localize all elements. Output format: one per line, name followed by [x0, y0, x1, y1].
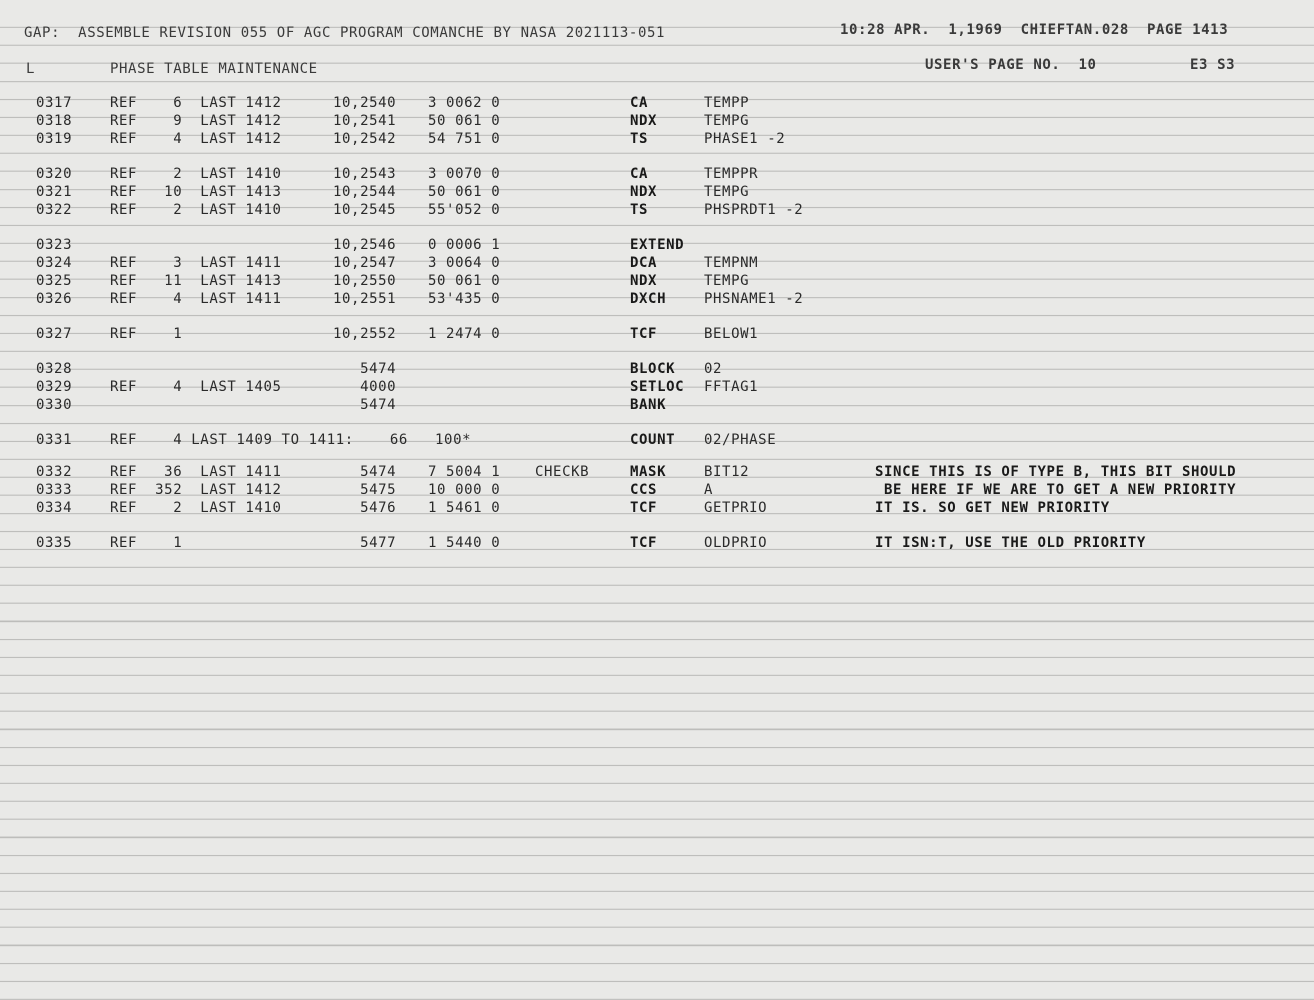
- line-number: 0326: [36, 291, 73, 307]
- operand: BIT12: [704, 464, 750, 480]
- opcode: CA: [630, 95, 649, 111]
- address: 5475: [333, 482, 397, 498]
- opcode: TS: [630, 131, 649, 147]
- address: 10,2544: [333, 184, 397, 200]
- line-number: 0324: [36, 255, 73, 271]
- ref-column: REF 2 LAST 1410: [110, 500, 282, 516]
- ref-column: REF 36 LAST 1411: [110, 464, 282, 480]
- opcode: NDX: [630, 113, 658, 129]
- line-number: 0331: [36, 432, 73, 448]
- line-number: 0321: [36, 184, 73, 200]
- comment: BE HERE IF WE ARE TO GET A NEW PRIORITY: [875, 482, 1237, 498]
- operand: TEMPG: [704, 273, 750, 289]
- address: 10,2552: [333, 326, 397, 342]
- operand: BELOW1: [704, 326, 759, 342]
- octal-word: 3 0070 0: [428, 166, 501, 182]
- comment: IT IS. SO GET NEW PRIORITY: [875, 500, 1110, 516]
- line-number: 0319: [36, 131, 73, 147]
- ref-column: REF 11 LAST 1413: [110, 273, 282, 289]
- address: 5476: [333, 500, 397, 516]
- operand: TEMPG: [704, 113, 750, 129]
- address: 5474: [333, 464, 397, 480]
- ref-column: REF 4 LAST 1412: [110, 131, 282, 147]
- address: 10,2540: [333, 95, 397, 111]
- octal-word: 3 0062 0: [428, 95, 501, 111]
- opcode: NDX: [630, 184, 658, 200]
- address: 4000: [333, 379, 397, 395]
- line-number: 0317: [36, 95, 73, 111]
- address: 5474: [333, 397, 397, 413]
- opcode: CA: [630, 166, 649, 182]
- opcode: NDX: [630, 273, 658, 289]
- section-mark: L: [26, 61, 36, 77]
- comment: IT ISN:T, USE THE OLD PRIORITY: [875, 535, 1146, 551]
- line-number: 0335: [36, 535, 73, 551]
- opcode: EXTEND: [630, 237, 685, 253]
- octal-word: 55'052 0: [428, 202, 501, 218]
- operand: 02/PHASE: [704, 432, 777, 448]
- operand: TEMPPR: [704, 166, 759, 182]
- octal-word: 50 061 0: [428, 273, 501, 289]
- address: 10,2546: [333, 237, 397, 253]
- operand: PHSPRDT1 -2: [704, 202, 804, 218]
- octal-word: 1 2474 0: [428, 326, 501, 342]
- ref-column: REF 2 LAST 1410: [110, 166, 282, 182]
- ref-column: REF 1: [110, 326, 183, 342]
- operand: OLDPRIO: [704, 535, 768, 551]
- opcode: TS: [630, 202, 649, 218]
- operand: GETPRIO: [704, 500, 768, 516]
- header-date-page: 10:28 APR. 1,1969 CHIEFTAN.028 PAGE 1413: [840, 22, 1229, 38]
- line-number: 0333: [36, 482, 73, 498]
- operand: TEMPNM: [704, 255, 759, 271]
- address: 10,2541: [333, 113, 397, 129]
- line-number: 0323: [36, 237, 73, 253]
- opcode: SETLOC: [630, 379, 685, 395]
- opcode: BANK: [630, 397, 667, 413]
- opcode: CCS: [630, 482, 658, 498]
- address: 10,2550: [333, 273, 397, 289]
- opcode: MASK: [630, 464, 667, 480]
- ref-column: REF 352 LAST 1412: [110, 482, 282, 498]
- opcode: TCF: [630, 500, 658, 516]
- octal-word: 50 061 0: [428, 184, 501, 200]
- operand: 02: [704, 361, 723, 377]
- line-number: 0327: [36, 326, 73, 342]
- octal-word: 10 000 0: [428, 482, 501, 498]
- opcode: DCA: [630, 255, 658, 271]
- address: 5474: [333, 361, 397, 377]
- listing-code: E3 S3: [1190, 57, 1236, 73]
- line-number: 0332: [36, 464, 73, 480]
- ref-column: REF 4 LAST 1405: [110, 379, 282, 395]
- line-number: 0325: [36, 273, 73, 289]
- ref-column: REF 4 LAST 1409 TO 1411: 66 100*: [110, 432, 472, 448]
- octal-word: 1 5461 0: [428, 500, 501, 516]
- address: 5477: [333, 535, 397, 551]
- ref-column: REF 4 LAST 1411: [110, 291, 282, 307]
- operand: FFTAG1: [704, 379, 759, 395]
- header-title: GAP: ASSEMBLE REVISION 055 OF AGC PROGRAM COMANCHE BY NASA 2021113-051: [24, 25, 666, 41]
- opcode: TCF: [630, 326, 658, 342]
- operand: TEMPG: [704, 184, 750, 200]
- ref-column: REF 3 LAST 1411: [110, 255, 282, 271]
- address: 10,2545: [333, 202, 397, 218]
- operand: PHASE1 -2: [704, 131, 786, 147]
- octal-word: 54 751 0: [428, 131, 501, 147]
- section-title: PHASE TABLE MAINTENANCE: [110, 61, 318, 77]
- opcode: COUNT: [630, 432, 676, 448]
- opcode: BLOCK: [630, 361, 676, 377]
- operand: A: [704, 482, 714, 498]
- line-number: 0334: [36, 500, 73, 516]
- octal-word: 50 061 0: [428, 113, 501, 129]
- line-number: 0322: [36, 202, 73, 218]
- address: 10,2542: [333, 131, 397, 147]
- octal-word: 53'435 0: [428, 291, 501, 307]
- line-number: 0318: [36, 113, 73, 129]
- operand: TEMPP: [704, 95, 750, 111]
- ref-column: REF 1: [110, 535, 183, 551]
- octal-word: 7 5004 1: [428, 464, 501, 480]
- ref-column: REF 10 LAST 1413: [110, 184, 282, 200]
- line-number: 0328: [36, 361, 73, 377]
- comment: SINCE THIS IS OF TYPE B, THIS BIT SHOULD: [875, 464, 1237, 480]
- user-page-number: USER'S PAGE NO. 10: [925, 57, 1097, 73]
- opcode: TCF: [630, 535, 658, 551]
- ref-column: REF 9 LAST 1412: [110, 113, 282, 129]
- opcode: DXCH: [630, 291, 667, 307]
- ref-column: REF 2 LAST 1410: [110, 202, 282, 218]
- label: CHECKB: [535, 464, 590, 480]
- ref-column: REF 6 LAST 1412: [110, 95, 282, 111]
- octal-word: 1 5440 0: [428, 535, 501, 551]
- line-number: 0330: [36, 397, 73, 413]
- address: 10,2547: [333, 255, 397, 271]
- line-number: 0329: [36, 379, 73, 395]
- octal-word: 0 0006 1: [428, 237, 501, 253]
- octal-word: 3 0064 0: [428, 255, 501, 271]
- address: 10,2551: [333, 291, 397, 307]
- line-number: 0320: [36, 166, 73, 182]
- operand: PHSNAME1 -2: [704, 291, 804, 307]
- address: 10,2543: [333, 166, 397, 182]
